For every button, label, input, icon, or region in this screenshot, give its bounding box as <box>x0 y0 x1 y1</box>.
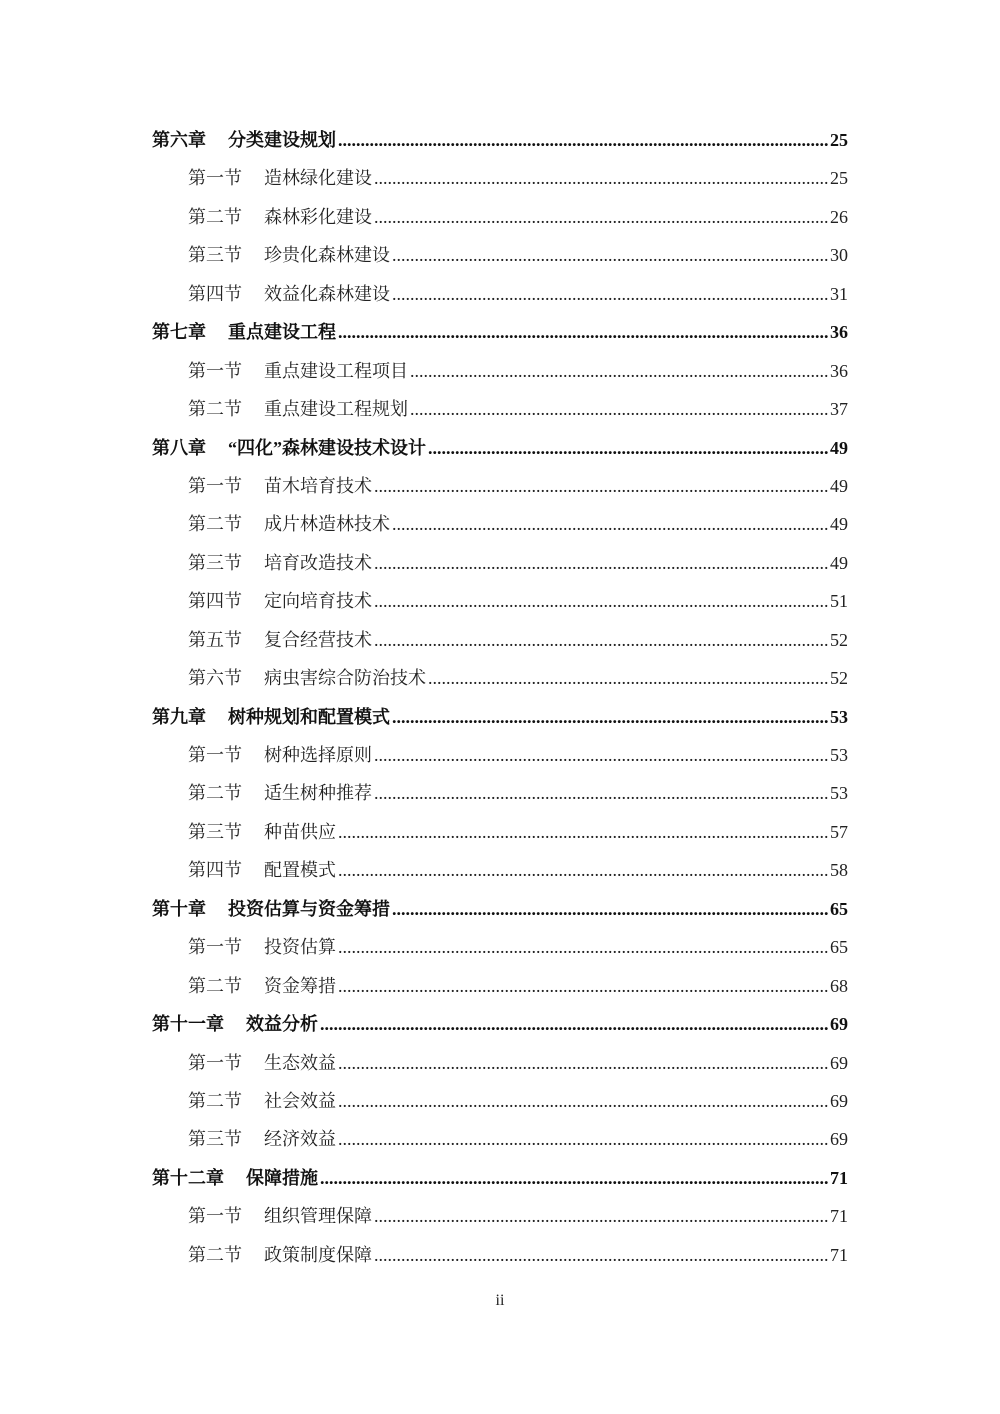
page-number: 69 <box>830 1129 848 1150</box>
section-number: 第二节 <box>188 206 242 227</box>
page-number: 69 <box>830 1052 848 1073</box>
toc-chapter-row[interactable] <box>152 121 848 159</box>
section-title: 树种选择原则 <box>264 745 372 765</box>
page-number: 58 <box>830 860 848 881</box>
page-number: 69 <box>830 1014 848 1035</box>
section-title: 复合经营技术 <box>264 629 372 650</box>
page-number: 49 <box>830 475 848 496</box>
dot-leader <box>338 1120 828 1158</box>
section-number: 第一节 <box>188 937 242 958</box>
dot-leader <box>320 1159 828 1197</box>
dot-leader <box>338 813 828 851</box>
dot-leader <box>374 467 828 505</box>
section-title: 珍贵化森林建设 <box>264 245 390 266</box>
toc-chapter-row[interactable] <box>152 1159 848 1197</box>
section-title: 病虫害综合防治技术 <box>264 668 426 689</box>
chapter-title: 投资估算与资金筹措 <box>228 898 390 919</box>
section-number: 第四节 <box>188 860 242 881</box>
page-number: 49 <box>830 514 848 535</box>
page-number: 49 <box>830 552 848 573</box>
toc-section-row[interactable] <box>152 505 848 543</box>
table-of-contents <box>152 121 848 1274</box>
section-title: 经济效益 <box>264 1129 336 1150</box>
toc-section-row[interactable] <box>152 967 848 1005</box>
section-number: 第三节 <box>188 1129 242 1150</box>
dot-leader <box>428 429 828 467</box>
dot-leader <box>374 1236 828 1274</box>
dot-leader <box>392 236 828 274</box>
chapter-title: “四化”森林建设技术设计 <box>228 437 426 458</box>
dot-leader <box>392 890 828 928</box>
chapter-number: 第九章 <box>152 706 206 727</box>
section-number: 第六节 <box>188 668 242 689</box>
toc-section-row[interactable] <box>152 275 848 313</box>
section-number: 第四节 <box>188 283 242 304</box>
chapter-number: 第十二章 <box>152 1167 224 1188</box>
page-number: 49 <box>830 437 848 458</box>
toc-section-row[interactable] <box>152 928 848 966</box>
section-title: 森林彩化建设 <box>264 206 372 227</box>
dot-leader <box>428 659 828 697</box>
page-number: 36 <box>830 322 848 343</box>
dot-leader <box>374 1197 828 1235</box>
page-number: 68 <box>830 975 848 996</box>
page-number: 52 <box>830 668 848 689</box>
section-number: 第二节 <box>188 975 242 996</box>
page-number: 53 <box>830 745 848 765</box>
section-title: 配置模式 <box>264 860 336 881</box>
section-number: 第五节 <box>188 629 242 650</box>
toc-chapter-row[interactable] <box>152 890 848 928</box>
page-number: 71 <box>830 1206 848 1227</box>
page-number: 26 <box>830 206 848 227</box>
section-title: 造林绿化建设 <box>264 168 372 189</box>
toc-section-row[interactable] <box>152 736 848 774</box>
section-number: 第二节 <box>188 783 242 804</box>
toc-section-row[interactable] <box>152 159 848 197</box>
page-number: 57 <box>830 821 848 842</box>
section-title: 组织管理保障 <box>264 1206 372 1227</box>
dot-leader <box>374 736 828 774</box>
page-number: 71 <box>830 1167 848 1188</box>
section-number: 第三节 <box>188 552 242 573</box>
section-number: 第一节 <box>188 1052 242 1073</box>
page-number: 37 <box>830 399 848 420</box>
dot-leader <box>374 198 828 236</box>
dot-leader <box>410 390 828 428</box>
toc-section-row[interactable] <box>152 198 848 236</box>
toc-section-row[interactable] <box>152 1082 848 1120</box>
toc-section-row[interactable] <box>152 467 848 505</box>
dot-leader <box>338 928 828 966</box>
chapter-number: 第六章 <box>152 130 206 150</box>
section-title: 效益化森林建设 <box>264 283 390 304</box>
toc-section-row[interactable] <box>152 851 848 889</box>
toc-section-row[interactable] <box>152 390 848 428</box>
chapter-title: 树种规划和配置模式 <box>228 706 390 727</box>
chapter-title: 分类建设规划 <box>228 130 336 150</box>
dot-leader <box>392 698 828 736</box>
section-title: 适生树种推荐 <box>264 783 372 804</box>
dot-leader <box>374 621 828 659</box>
page-number: 31 <box>830 283 848 304</box>
toc-section-row[interactable] <box>152 236 848 274</box>
section-title: 定向培育技术 <box>264 591 372 612</box>
dot-leader <box>392 275 828 313</box>
toc-section-row[interactable] <box>152 582 848 620</box>
toc-section-row[interactable] <box>152 1197 848 1235</box>
section-title: 成片林造林技术 <box>264 514 390 535</box>
chapter-number: 第七章 <box>152 322 206 343</box>
page-number: 65 <box>830 898 848 919</box>
page-number: 25 <box>830 168 848 189</box>
section-number: 第一节 <box>188 475 242 496</box>
dot-leader <box>338 1082 828 1120</box>
toc-chapter-row[interactable] <box>152 698 848 736</box>
section-title: 苗木培育技术 <box>264 475 372 496</box>
toc-chapter-row[interactable] <box>152 313 848 351</box>
toc-section-row[interactable] <box>152 774 848 812</box>
page-number: 51 <box>830 591 848 612</box>
chapter-number: 第十章 <box>152 898 206 919</box>
section-title: 重点建设工程规划 <box>264 399 408 420</box>
chapter-number: 第十一章 <box>152 1014 224 1035</box>
section-number: 第一节 <box>188 168 242 189</box>
section-title: 种苗供应 <box>264 821 336 842</box>
toc-section-row[interactable] <box>152 1044 848 1082</box>
section-number: 第二节 <box>188 1090 242 1111</box>
page-footer-number: ii <box>495 1292 505 1309</box>
dot-leader <box>338 967 828 1005</box>
section-number: 第四节 <box>188 591 242 612</box>
dot-leader <box>374 582 828 620</box>
toc-section-row[interactable] <box>152 1120 848 1158</box>
section-title: 政策制度保障 <box>264 1244 372 1265</box>
section-title: 重点建设工程项目 <box>264 360 408 381</box>
dot-leader <box>338 1044 828 1082</box>
dot-leader <box>338 121 828 159</box>
section-number: 第二节 <box>188 399 242 420</box>
dot-leader <box>338 313 828 351</box>
toc-section-row[interactable] <box>152 659 848 697</box>
toc-section-row[interactable] <box>152 352 848 390</box>
dot-leader <box>392 505 828 543</box>
section-number: 第二节 <box>188 514 242 535</box>
chapter-title: 保障措施 <box>246 1167 318 1188</box>
toc-chapter-row[interactable] <box>152 429 848 467</box>
page-number: 30 <box>830 245 848 266</box>
toc-section-row[interactable] <box>152 1236 848 1274</box>
section-title: 培育改造技术 <box>264 552 372 573</box>
page-number: 25 <box>830 130 848 150</box>
section-title: 资金筹措 <box>264 975 336 996</box>
chapter-title: 重点建设工程 <box>228 322 336 343</box>
section-number: 第一节 <box>188 360 242 381</box>
toc-section-row[interactable] <box>152 544 848 582</box>
section-number: 第一节 <box>188 1206 242 1227</box>
dot-leader <box>374 159 828 197</box>
dot-leader <box>320 1005 828 1043</box>
section-number: 第三节 <box>188 821 242 842</box>
chapter-title: 效益分析 <box>246 1014 318 1035</box>
page-number: 53 <box>830 783 848 804</box>
toc-section-row[interactable] <box>152 621 848 659</box>
page-number: 69 <box>830 1090 848 1111</box>
page-number: 52 <box>830 629 848 650</box>
section-title: 投资估算 <box>264 937 336 958</box>
toc-section-row[interactable] <box>152 813 848 851</box>
dot-leader <box>410 352 828 390</box>
chapter-number: 第八章 <box>152 437 206 458</box>
dot-leader <box>374 774 828 812</box>
section-number: 第三节 <box>188 245 242 266</box>
section-number: 第二节 <box>188 1244 242 1265</box>
toc-chapter-row[interactable] <box>152 1005 848 1043</box>
section-title: 生态效益 <box>264 1052 336 1073</box>
page-number: 71 <box>830 1244 848 1265</box>
section-title: 社会效益 <box>264 1090 336 1111</box>
page-number: 53 <box>830 706 848 727</box>
dot-leader <box>374 544 828 582</box>
page-number: 65 <box>830 937 848 958</box>
dot-leader <box>338 851 828 889</box>
page-number: 36 <box>830 360 848 381</box>
section-number: 第一节 <box>188 745 242 765</box>
